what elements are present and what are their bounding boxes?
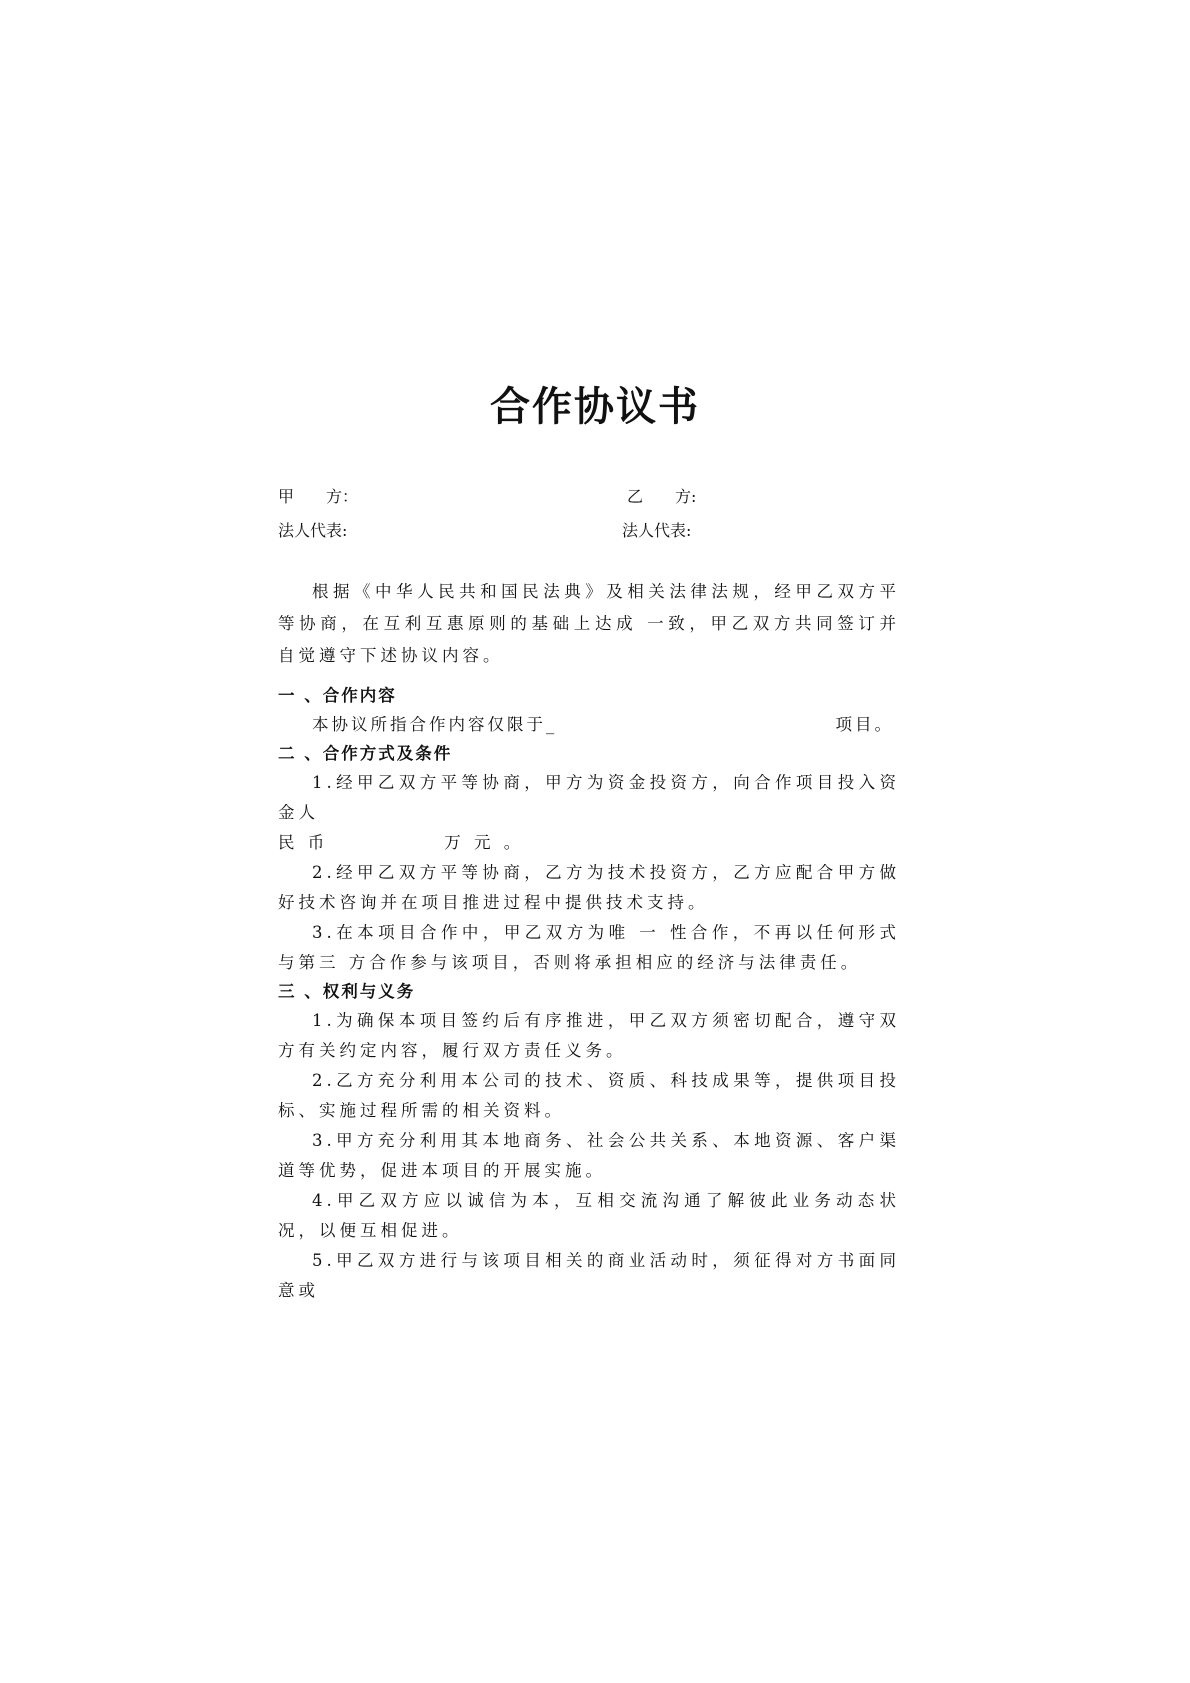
section-3-heading: 三 、权利与义务 (278, 982, 416, 1001)
section-2-item-2: 2.经甲乙双方平等协商，乙方为技术投资方，乙方应配合甲方做好技术咨询并在项目推进过程中提供技术支持。 (278, 863, 900, 912)
party-a-label: 甲 方： (278, 487, 359, 506)
section-3-item-4: 4.甲乙双方应以诚信为本，互相交流沟通了解彼此业务动态状况，以便互相促进。 (278, 1191, 900, 1240)
scope-suffix: 项目。 (835, 715, 894, 734)
section-3-item-2: 2.乙方充分利用本公司的技术、资质、科技成果等，提供项目投标、实施过程所需的相关资料。 (278, 1071, 900, 1120)
section-2-item-3: 3.在本项目合作中，甲乙双方为唯 一 性合作，不再以任何形式与第三 方合作参与该项目，否则将承担相应的经济与法律责任。 (278, 923, 900, 972)
party-b-rep-label: 法人代表: (622, 521, 692, 540)
scope-line (278, 710, 900, 740)
party-a-rep-label: 法人代表: (278, 521, 348, 540)
section-1-heading: 一 、合作内容 (278, 686, 397, 705)
section-3-item-5: 5.甲乙双方进行与该项目相关的商业活动时，须征得对方书面同意或 (278, 1251, 900, 1300)
amount-line (278, 828, 900, 858)
intro-paragraph: 根据《中华人民共和国民法典》及相关法律法规，经甲乙双方平等协商，在互利互惠原则的基础上达成 一致，甲乙双方共同签订并自觉遵守下述协议内容。 (278, 582, 900, 665)
scope-prefix: 本协议所指合作内容仅限于_ (312, 715, 558, 734)
section-2-heading: 二 、合作方式及条件 (278, 744, 453, 763)
currency-label: 民 币 (278, 833, 329, 852)
party-b-label: 乙 方: (627, 487, 697, 506)
section-3-item-3: 3.甲方充分利用其本地商务、社会公共关系、本地资源、客户渠道等优势，促进本项目的开展实施。 (278, 1131, 900, 1180)
document-title: 合作协议书 (490, 384, 700, 430)
amount-unit: 万 元 。 (444, 833, 525, 852)
clauses (278, 682, 900, 1306)
section-3-item-1: 1.为确保本项目签约后有序推进，甲乙双方须密切配合，遵守双方有关约定内容，履行双方责任义务。 (278, 1011, 900, 1060)
intro-section (278, 576, 900, 672)
section-2-item-1: 1.经甲乙双方平等协商，甲方为资金投资方，向合作项目投入资金人 (278, 773, 900, 822)
